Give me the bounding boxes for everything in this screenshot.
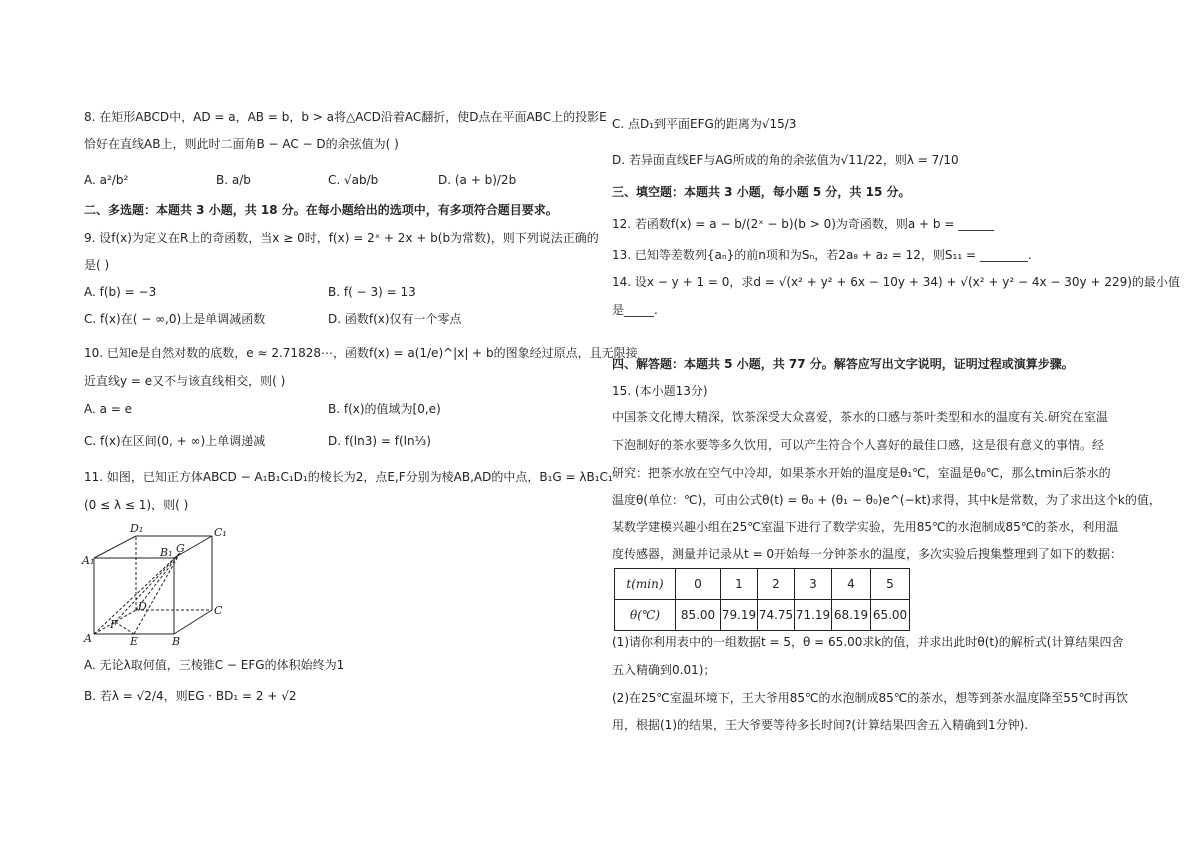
table-cell: 3 bbox=[795, 569, 832, 600]
q10-option-b: B. f(x)的值域为[0,e) bbox=[328, 402, 441, 416]
segment-a-g bbox=[94, 553, 180, 634]
section-multi-choice-heading: 二、多选题：本题共 3 小题，共 18 分。在每小题给出的选项中，有多项符合题目要求。 bbox=[84, 203, 558, 217]
temperature-table bbox=[614, 568, 910, 631]
table-cell: 5 bbox=[871, 569, 910, 600]
q9-line1: 9. 设f(x)为定义在R上的奇函数，当x ≥ 0时，f(x) = 2ˣ + 2x + b(b为常数)，则下列说法正确的 bbox=[84, 231, 599, 245]
section-fill-blank-heading: 三、填空题：本题共 3 小题，每小题 5 分，共 15 分。 bbox=[612, 185, 911, 199]
edge-b-c bbox=[174, 610, 212, 634]
segment-e-f bbox=[115, 622, 134, 634]
label-a1: A₁ bbox=[82, 554, 95, 567]
table-cell: 71.19 bbox=[795, 600, 832, 631]
q8-option-d: D. (a + b)/2b bbox=[438, 173, 517, 187]
q8-line1: 8. 在矩形ABCD中，AD = a，AB = b，b > a将△ACD沿着AC翻折，使D点在平面ABC上的投影E bbox=[84, 110, 607, 124]
q8-option-c: C. √ab/b bbox=[328, 173, 379, 187]
q15-paragraph-line: 温度θ(单位：℃)，可由公式θ(t) = θ₀ + (θ₁ − θ₀)e^(−kt)求得，其中k是常数，为了求出这个k的值， bbox=[612, 493, 1161, 507]
q8-line2: 恰好在直线AB上，则此时二面角B − AC − D的余弦值为( ) bbox=[84, 137, 399, 151]
table-cell: 4 bbox=[832, 569, 871, 600]
table-row bbox=[615, 600, 910, 631]
table-row bbox=[615, 569, 910, 600]
q15-part2-line1: (2)在25℃室温环境下，王大爷用85℃的水泡制成85℃的茶水，想等到茶水温度降至55℃时再饮 bbox=[612, 691, 1128, 705]
q10-line2: 近直线y = e又不与该直线相交，则( ) bbox=[84, 374, 286, 388]
q10-option-a: A. a = e bbox=[84, 402, 133, 416]
q11-option-c: C. 点D₁到平面EFG的距离为√15/3 bbox=[612, 117, 797, 131]
section-answer-heading: 四、解答题：本题共 5 小题，共 77 分。解答应写出文字说明，证明过程或演算步骤。 bbox=[612, 357, 1074, 371]
edge-a1-d1 bbox=[94, 536, 136, 558]
table-cell: 2 bbox=[758, 569, 795, 600]
label-c: C bbox=[214, 604, 223, 617]
table-cell: 65.00 bbox=[871, 600, 910, 631]
segment-e-g bbox=[134, 553, 180, 634]
q15-part1-line1: (1)请你利用表中的一组数据t = 5，θ = 65.00求k的值，并求出此时θ(t)的解析式(计算结果四舍 bbox=[612, 635, 1124, 649]
q9-option-d: D. 函数f(x)仅有一个零点 bbox=[328, 312, 462, 326]
cube-figure bbox=[80, 518, 240, 648]
table-cell: 1 bbox=[721, 569, 758, 600]
q8-option-b: B. a/b bbox=[216, 173, 251, 187]
segment-f-g bbox=[115, 553, 180, 622]
q9-line2: 是( ) bbox=[84, 258, 110, 272]
table-cell: 74.75 bbox=[758, 600, 795, 631]
label-d1: D₁ bbox=[130, 522, 144, 535]
q15-paragraph-line: 度传感器，测量并记录从t = 0开始每一分钟茶水的温度，多次实验后搜集整理到了如下的数据： bbox=[612, 547, 1123, 561]
table-cell: 68.19 bbox=[832, 600, 871, 631]
q10-line1: 10. 已知e是自然对数的底数，e ≈ 2.71828⋯，函数f(x) = a(1/e)^|x| + b的图象经过原点，且无限接 bbox=[84, 346, 638, 360]
label-b1: B₁ bbox=[160, 546, 173, 559]
table-cell: 79.19 bbox=[721, 600, 758, 631]
q9-option-a: A. f(b) = −3 bbox=[84, 285, 157, 299]
q14-line1: 14. 设x − y + 1 = 0，求d = √(x² + y² + 6x − 10y + 34) + √(x² + y² − 4x − 30y + 229)的最小值 bbox=[612, 275, 1180, 289]
q15-paragraph-line: 某数学建模兴趣小组在25℃室温下进行了数学实验，先用85℃的水泡制成85℃的茶水，利用温 bbox=[612, 520, 1119, 534]
label-d: D bbox=[138, 600, 147, 613]
table-cell: 0 bbox=[676, 569, 721, 600]
table-header-cell: t(min) bbox=[615, 569, 676, 600]
label-f: F bbox=[110, 618, 118, 631]
q15-paragraph-line: 研究：把茶水放在空气中冷却，如果茶水开始的温度是θ₁℃，室温是θ₀℃，那么tmin后茶水的 bbox=[612, 466, 1111, 480]
q15-paragraph-line: 下泡制好的茶水要等多久饮用，可以产生符合个人喜好的最佳口感，这是很有意义的事情。经 bbox=[612, 438, 1105, 452]
label-b: B bbox=[172, 635, 181, 648]
q13: 13. 已知等差数列{aₙ}的前n项和为Sₙ，若2a₈ + a₂ = 12，则S₁₁ = ________. bbox=[612, 248, 1032, 262]
q8-option-a: A. a²/b² bbox=[84, 173, 129, 187]
q15-part2-line2: 用，根据(1)的结果，王大爷要等待多长时间?(计算结果四舍五入精确到1分钟). bbox=[612, 718, 1029, 732]
label-c1: C₁ bbox=[214, 526, 227, 539]
q12: 12. 若函数f(x) = a − b/(2ˣ − b)(b > 0)为奇函数，则a + b = ______ bbox=[612, 217, 995, 231]
table-header-cell: θ(℃) bbox=[615, 600, 676, 631]
q10-option-c: C. f(x)在区间(0, + ∞)上单调递减 bbox=[84, 434, 266, 448]
q15-title: 15. (本小题13分) bbox=[612, 384, 708, 398]
q11-option-a: A. 无论λ取何值，三棱锥C − EFG的体积始终为1 bbox=[84, 658, 345, 672]
q15-part1-line2: 五入精确到0.01)； bbox=[612, 663, 716, 677]
q11-line2: (0 ≤ λ ≤ 1)，则( ) bbox=[84, 498, 189, 512]
q11-line1: 11. 如图，已知正方体ABCD − A₁B₁C₁D₁的棱长为2，点E,F分别为棱AB,AD的中点，B₁G = λB₁C₁ bbox=[84, 470, 613, 484]
q11-option-b: B. 若λ = √2/4，则EG · BD₁ = 2 + √2 bbox=[84, 689, 297, 703]
q10-option-d: D. f(ln3) = f(ln⅓) bbox=[328, 434, 431, 448]
label-a: A bbox=[84, 632, 92, 645]
label-e: E bbox=[130, 635, 139, 648]
table-cell: 85.00 bbox=[676, 600, 721, 631]
label-g: G bbox=[176, 542, 185, 555]
q9-option-b: B. f( − 3) = 13 bbox=[328, 285, 416, 299]
q14-line2: 是_____. bbox=[612, 303, 658, 317]
q11-option-d: D. 若异面直线EF与AG所成的角的余弦值为√11/22，则λ = 7/10 bbox=[612, 153, 959, 167]
q9-option-c: C. f(x)在( − ∞,0)上是单调减函数 bbox=[84, 312, 266, 326]
q15-paragraph-line: 中国茶文化博大精深，饮茶深受大众喜爱，茶水的口感与茶叶类型和水的温度有关.研究在室温 bbox=[612, 410, 1108, 424]
